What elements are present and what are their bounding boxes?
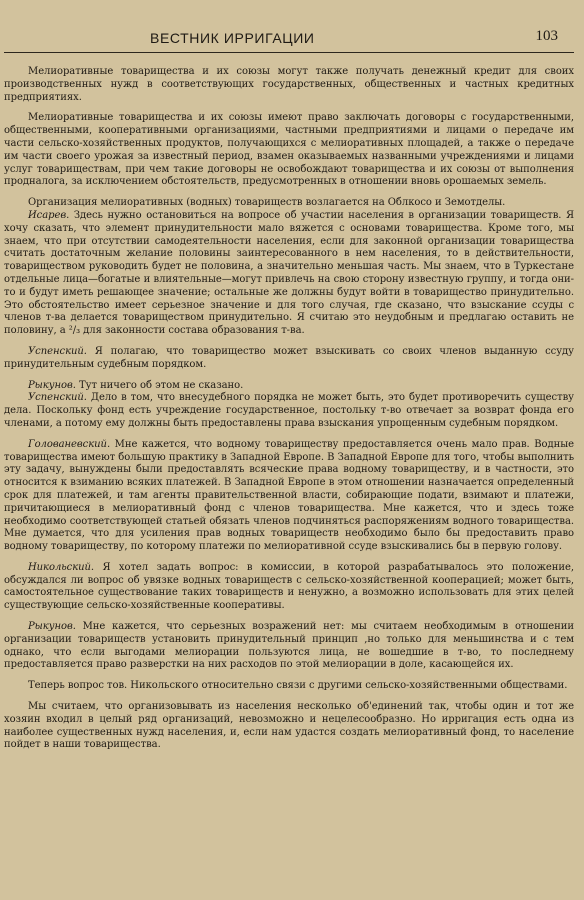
paragraph <box>4 346 574 372</box>
paragraph <box>4 112 574 189</box>
speaker-name: Никольский. <box>28 561 95 573</box>
paragraph-text: Я полагаю, что товарищество может взыскивать со своих членов выданную ссуду принудительным судебным порядком. <box>4 345 574 370</box>
paragraph-text: Мелиоративные товарищества и их союзы имеют право заключать договоры с государственными, общественными, кооперативными организациями, частными предприятиями и лицами о передаче им части сельско-хозяйственных продуктов, получающихся с мелиоративных площадей, а также о передаче им части своего урожая за известный период, взамен оказываемых названными учреждениями и лицами услуг товариществам, при чем такие договоры не освобождают товарищества и их союзы от выполнения продналога, за исключением обстоятельств, предусмотренных в отношении вновь орошаемых земель. <box>4 112 574 188</box>
paragraph <box>4 562 574 613</box>
paragraph-text: Организация мелиоративных (водных) товариществ возлагается на Облкосо и Земотделы. <box>28 197 506 209</box>
paragraph <box>4 380 574 393</box>
paragraph <box>4 439 574 554</box>
speaker-name: Голованевский. <box>28 438 111 450</box>
paragraph <box>4 680 574 693</box>
speaker-name: Исарев. <box>28 209 70 221</box>
paragraph <box>4 197 574 210</box>
paragraph <box>4 701 574 752</box>
paragraph-text: Мы считаем, что организовывать из населения несколько об'единений так, чтобы один и тот же хозяин входил в целый ряд организаций, невозможно и нецелесообразно. Но ирригация есть одна из наиболее существенных нужд населения, и, если нам удастся создать мелиоративный фонд, то население пойдет в наши товарищества. <box>4 701 574 751</box>
paragraph-text: Я хотел задать вопрос: в комиссии, в которой разрабатывалось это положение, обсуждался ли вопрос об увязке водных товариществ с сельско-хозяйственной кооперацией; может быть, самостоятельное существование таких товариществ и ненужно, а возможно использовать для этих целей существующие сельско-хозяйственные кооперативы. <box>4 561 574 612</box>
paragraph <box>4 210 574 338</box>
running-head: ВЕСТНИК ИРРИГАЦИИ <box>150 30 315 46</box>
body-text <box>4 66 574 752</box>
page-number: 103 <box>535 28 558 44</box>
paragraph-text: Теперь вопрос тов. Никольского относительно связи с другими сельско-хозяйственными обществами. <box>28 680 568 692</box>
paragraph-text: Тут ничего об этом не сказано. <box>79 379 244 391</box>
paragraph-text: Мне кажется, что серьезных возражений нет: мы считаем необходимым в отношении организации товариществ установить принудительный принцип ,но только для меньшинства и с тем однако, что если выгодами мелиорации пользуются лица, не вошедшие в т-во, то последнему предоставляется право разверстки на них расходов по этой мелиорации в доле, касающейся их. <box>4 621 574 671</box>
paragraph <box>4 621 574 672</box>
page-header <box>4 0 574 53</box>
speaker-name: Рыкунов. <box>28 379 76 391</box>
paragraph-text: Дело в том, что внесудебного порядка не может быть, это будет противоречить существу дела. Поскольку фонд есть учреждение государственное, постольку т-во отвечает за возврат фонда его членами, а потому ему должны быть предоставлены права взыскания упрощенным судебным порядком. <box>4 392 574 429</box>
paragraph-text: Здесь нужно остановиться на вопросе об участии населения в организации товариществ. Я хочу сказать, что элемент принудительности мало вяжется с основами товарищества. Кроме того, мы знаем, что при отсутствии самодеятельности населения, если для законной организации товарищества считать достаточным желание половины заинтересованного в нем населения, то в действительности, товариществом руководить будет не половина, а значительно меньшая часть. Мы знаем, что в Туркестане отдельные лица—богатые и влиятельные—могут привлечь на свою сторону известную группу, и тогда они-то и будут иметь решающее значение; остальные же должны будут войти в товарищество принудительно. Это обстоятельство имеет серьезное значение и для того случая, где сказано, что взыскание ссуды с членов т-ва делается товариществом принудительно. Я считаю это неудобным и предлагаю оставить не половину, а ²/₃ для законности состава образования т-ва. <box>4 209 574 337</box>
paragraph <box>4 66 574 104</box>
paragraph-text: Мелиоративные товарищества и их союзы могут также получать денежный кредит для своих производственных нужд в соответствующих государственных, общественных и частных кредитных предприятиях. <box>4 66 574 103</box>
speaker-name: Успенский. <box>28 345 87 357</box>
paragraph <box>4 392 574 430</box>
paragraph-text: Мне кажется, что водному товариществу предоставляется очень мало прав. Водные товарищества имеют большую практику в Западной Европе. В Западной Европе для того, чтобы выполнить эту задачу, вынуждены были предоставлять всяческие права водному товариществу, и в частности, это относится к взиманию всяких платежей. В Западной Европе в этом отношении назначается определенный срок для платежей, и там агенты правительственной власти, собирающие подати, взимают и платежи, причитающиеся в мелиоративный фонд с членов товарищества. Мне кажется, что и здесь тоже необходимо соответствующей статьей обязать членов подчиняться распоряжениям водного товарищества. Мне думается, что для усиления прав водных товариществ необходимо было бы предоставить право водному товариществу, по которому платежи по мелиоративной ссуде взыскивались бы в первую голову. <box>4 438 574 553</box>
speaker-name: Успенский. <box>28 392 87 404</box>
speaker-name: Рыкунов. <box>28 621 76 633</box>
